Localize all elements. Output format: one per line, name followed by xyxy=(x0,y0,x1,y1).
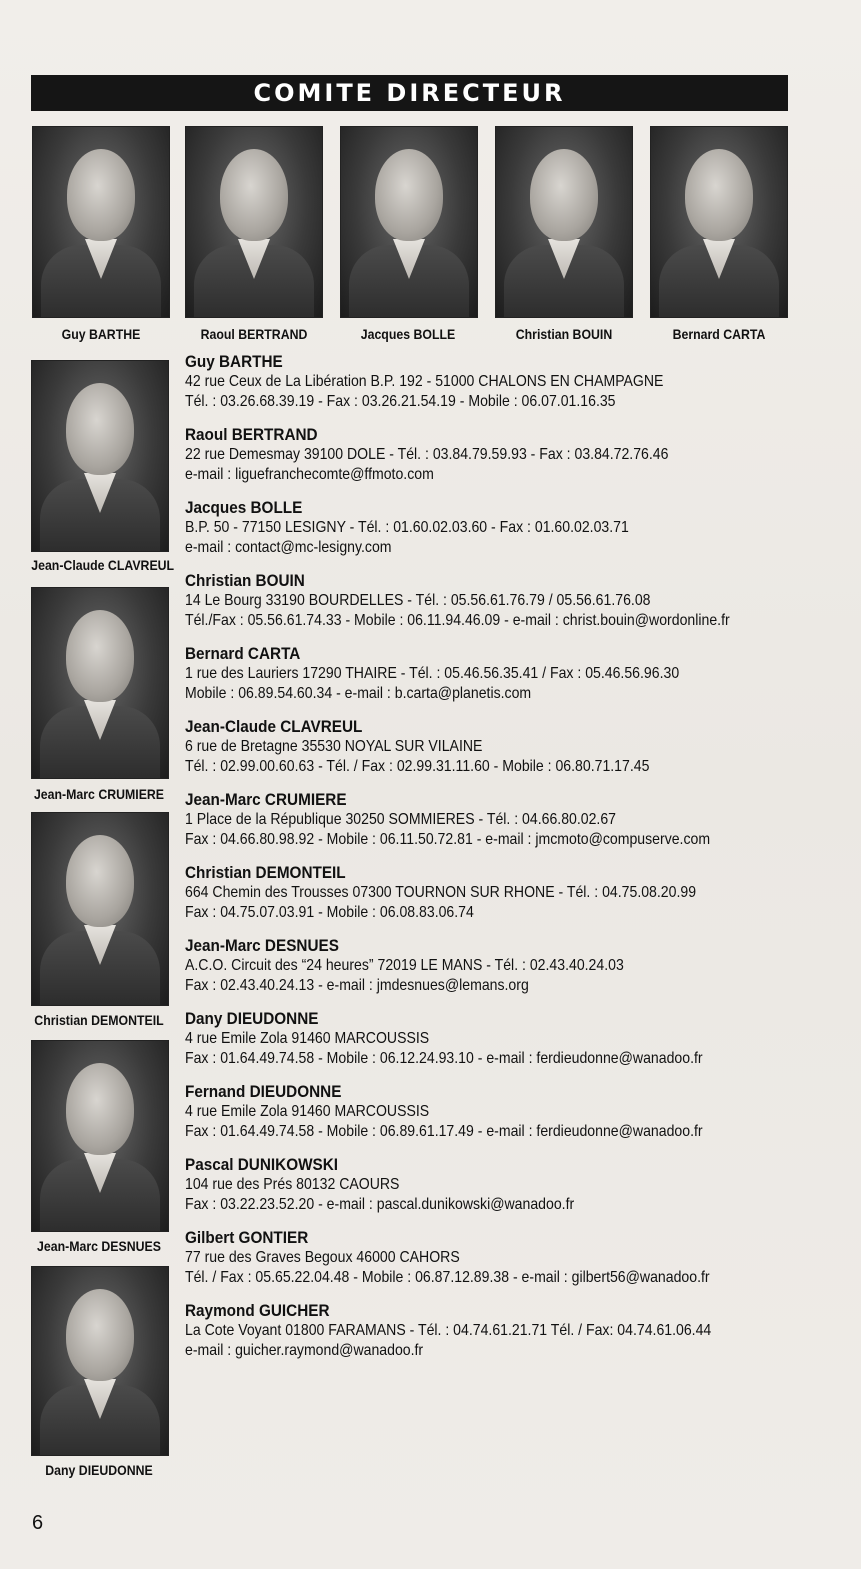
contact-name: Raymond GUICHER xyxy=(185,1301,330,1320)
contact-name: Guy BARTHE xyxy=(185,352,283,371)
contact-list xyxy=(185,352,845,1374)
contact-line: Fax : 03.22.23.52.20 - e-mail : pascal.dunikowski@wanadoo.fr xyxy=(185,1196,575,1213)
contact-line: La Cote Voyant 01800 FARAMANS - Tél. : 04.74.61.21.71 Tél. / Fax: 04.74.61.06.44 xyxy=(185,1322,712,1339)
portrait-photo xyxy=(340,126,478,318)
contact-entry xyxy=(185,1155,845,1215)
contact-line: Mobile : 06.89.54.60.34 - e-mail : b.carta@planetis.com xyxy=(185,685,532,702)
contact-name: Christian DEMONTEIL xyxy=(185,863,346,882)
contact-line: 14 Le Bourg 33190 BOURDELLES - Tél. : 05.56.61.76.79 / 05.56.61.76.08 xyxy=(185,592,651,609)
contact-line: A.C.O. Circuit des “24 heures” 72019 LE MANS - Tél. : 02.43.40.24.03 xyxy=(185,957,624,974)
contact-line: B.P. 50 - 77150 LESIGNY - Tél. : 01.60.02.03.60 - Fax : 01.60.02.03.71 xyxy=(185,519,629,536)
photo-caption: Jean-Marc CRUMIERE xyxy=(33,786,165,802)
contact-line: 22 rue Demesmay 39100 DOLE - Tél. : 03.84.79.59.93 - Fax : 03.84.72.76.46 xyxy=(185,446,669,463)
portrait-photo xyxy=(185,126,323,318)
contact-line: Fax : 04.75.07.03.91 - Mobile : 06.08.83.06.74 xyxy=(185,904,474,921)
contact-line: Fax : 02.43.40.24.13 - e-mail : jmdesnues@lemans.org xyxy=(185,977,529,994)
contact-line: Fax : 01.64.49.74.58 - Mobile : 06.89.61.17.49 - e-mail : ferdieudonne@wanadoo.fr xyxy=(185,1123,703,1140)
contact-line: 1 Place de la République 30250 SOMMIERES - Tél. : 04.66.80.02.67 xyxy=(185,811,617,828)
contact-line: e-mail : liguefranchecomte@ffmoto.com xyxy=(185,466,434,483)
contact-entry xyxy=(185,1301,845,1361)
contact-entry xyxy=(185,863,845,923)
contact-entry xyxy=(185,1009,845,1069)
photo-caption: Jacques BOLLE xyxy=(360,326,456,342)
page-number: 6 xyxy=(32,1512,44,1534)
contact-line: 664 Chemin des Trousses 07300 TOURNON SUR RHONE - Tél. : 04.75.08.20.99 xyxy=(185,884,697,901)
contact-line: 77 rue des Graves Begoux 46000 CAHORS xyxy=(185,1249,460,1266)
portrait-photo xyxy=(31,1040,169,1232)
contact-line: Fax : 04.66.80.98.92 - Mobile : 06.11.50.72.81 - e-mail : jmcmoto@compuserve.com xyxy=(185,831,711,848)
contact-line: Tél. : 03.26.68.39.19 - Fax : 03.26.21.54.19 - Mobile : 06.07.01.16.35 xyxy=(185,393,616,410)
contact-entry xyxy=(185,936,845,996)
section-banner xyxy=(31,75,788,111)
portrait-photo xyxy=(31,360,169,552)
contact-name: Jean-Marc DESNUES xyxy=(185,936,339,955)
contact-name: Jean-Claude CLAVREUL xyxy=(185,717,363,736)
photo-caption: Jean-Marc DESNUES xyxy=(37,1238,161,1254)
contact-line: 42 rue Ceux de La Libération B.P. 192 - 51000 CHALONS EN CHAMPAGNE xyxy=(185,373,664,390)
portrait-photo xyxy=(32,126,170,318)
photo-caption: Christian BOUIN xyxy=(515,326,613,342)
contact-name: Bernard CARTA xyxy=(185,644,301,663)
banner-title: COMITE DIRECTEUR xyxy=(253,79,566,107)
contact-line: 4 rue Emile Zola 91460 MARCOUSSIS xyxy=(185,1030,430,1047)
contact-line: 6 rue de Bretagne 35530 NOYAL SUR VILAINE xyxy=(185,738,483,755)
portrait-photo xyxy=(31,587,169,779)
contact-line: 4 rue Emile Zola 91460 MARCOUSSIS xyxy=(185,1103,430,1120)
contact-name: Jean-Marc CRUMIERE xyxy=(185,790,347,809)
contact-entry xyxy=(185,717,845,777)
contact-entry xyxy=(185,790,845,850)
contact-entry xyxy=(185,1082,845,1142)
photo-caption: Guy BARTHE xyxy=(61,326,141,342)
portrait-photo xyxy=(650,126,788,318)
contact-line: Fax : 01.64.49.74.58 - Mobile : 06.12.24.93.10 - e-mail : ferdieudonne@wanadoo.fr xyxy=(185,1050,703,1067)
contact-name: Dany DIEUDONNE xyxy=(185,1009,319,1028)
portrait-photo xyxy=(31,812,169,1006)
contact-name: Raoul BERTRAND xyxy=(185,425,318,444)
contact-name: Pascal DUNIKOWSKI xyxy=(185,1155,339,1174)
contact-line: Tél. / Fax : 05.65.22.04.48 - Mobile : 06.87.12.89.38 - e-mail : gilbert56@wanadoo.fr xyxy=(185,1269,710,1286)
portrait-photo xyxy=(31,1266,169,1456)
contact-entry xyxy=(185,425,845,485)
contact-name: Fernand DIEUDONNE xyxy=(185,1082,342,1101)
contact-name: Christian BOUIN xyxy=(185,571,305,590)
contact-entry xyxy=(185,1228,845,1288)
contact-name: Jacques BOLLE xyxy=(185,498,303,517)
contact-entry xyxy=(185,571,845,631)
photo-caption: Dany DIEUDONNE xyxy=(45,1462,153,1478)
portrait-photo xyxy=(495,126,633,318)
contact-entry xyxy=(185,352,845,412)
contact-line: e-mail : contact@mc-lesigny.com xyxy=(185,539,392,556)
contact-entry xyxy=(185,644,845,704)
contact-line: Tél. : 02.99.00.60.63 - Tél. / Fax : 02.99.31.11.60 - Mobile : 06.80.71.17.45 xyxy=(185,758,650,775)
photo-caption: Christian DEMONTEIL xyxy=(34,1012,164,1028)
contact-name: Gilbert GONTIER xyxy=(185,1228,309,1247)
contact-line: Tél./Fax : 05.56.61.74.33 - Mobile : 06.11.94.46.09 - e-mail : christ.bouin@wordonline.fr xyxy=(185,612,730,629)
photo-caption: Raoul BERTRAND xyxy=(200,326,308,342)
contact-line: 104 rue des Prés 80132 CAOURS xyxy=(185,1176,400,1193)
photo-caption: Jean-Claude CLAVREUL xyxy=(31,557,175,573)
contact-line: 1 rue des Lauriers 17290 THAIRE - Tél. : 05.46.56.35.41 / Fax : 05.46.56.96.30 xyxy=(185,665,680,682)
contact-entry xyxy=(185,498,845,558)
contact-line: e-mail : guicher.raymond@wanadoo.fr xyxy=(185,1342,424,1359)
photo-caption: Bernard CARTA xyxy=(672,326,766,342)
